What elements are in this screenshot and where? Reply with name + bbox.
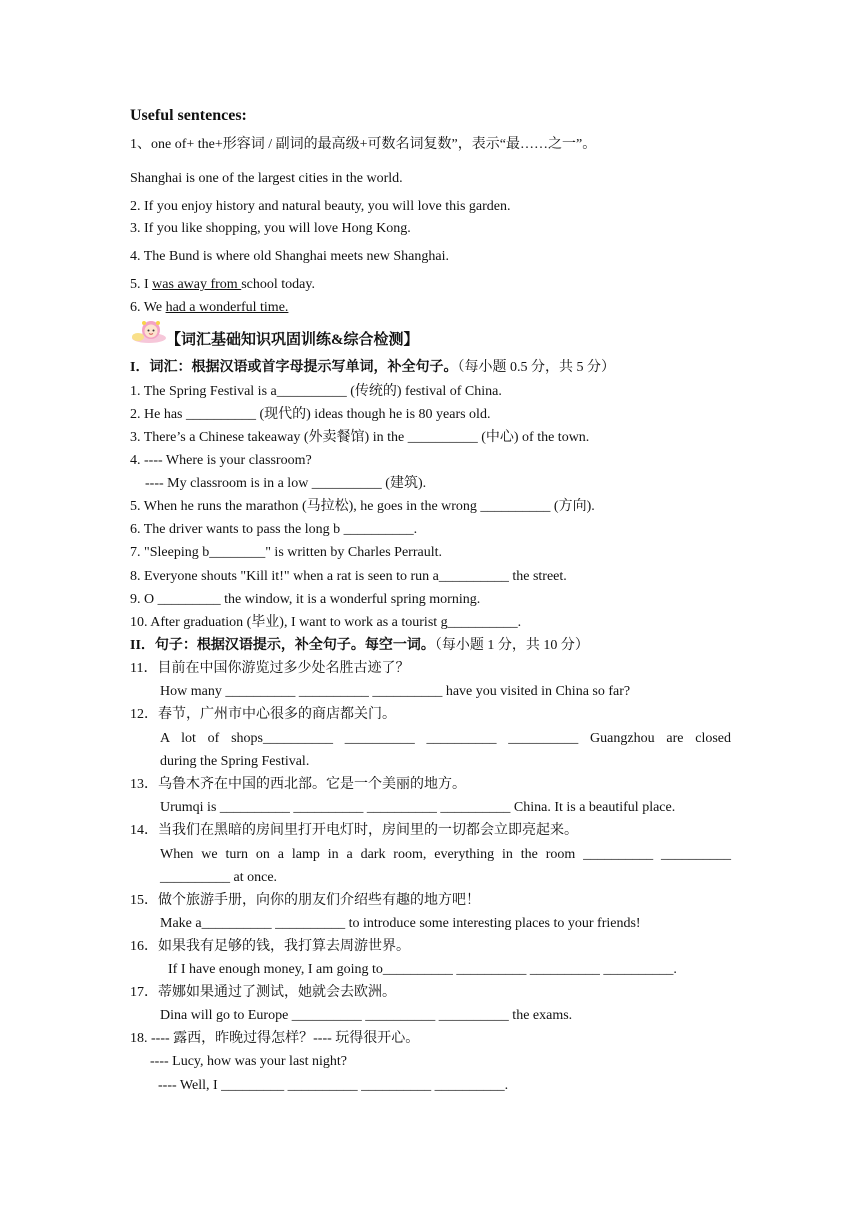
sentence-6-underlined: had a wonderful time.: [165, 300, 289, 315]
sentence-6-start: 6. We: [130, 300, 166, 315]
part-1-score: （每小题 0.5 分，共 5 分）: [457, 360, 615, 375]
sentence-5: [130, 276, 315, 294]
part-1-title: [130, 359, 615, 377]
question-12-chinese: 12．春节，广州市中心很多的商店都关门。: [130, 707, 396, 722]
vocab-item-9: 9. O _________ the window, it is a wonderful spring morning.: [130, 592, 481, 607]
section-banner: 【词汇基础知识巩固训练&综合检测】: [166, 332, 419, 348]
question-11-english: How many __________ __________ __________ have you visited in China so far?: [160, 684, 631, 699]
vocab-item-7: 7. "Sleeping b________" is written by Charles Perrault.: [130, 545, 442, 560]
question-17-chinese: 17．蒂娜如果通过了测试，她就会去欧洲。: [130, 985, 396, 1000]
sentence-2: 2. If you enjoy history and natural beauty, you will love this garden.: [130, 199, 511, 214]
sentence-4: 4. The Bund is where old Shanghai meets new Shanghai.: [130, 249, 449, 264]
vocab-item-6: 6. The driver wants to pass the long b __________.: [130, 522, 418, 537]
question-13-english: Urumqi is __________ __________ __________ __________ China. It is a beautiful place.: [160, 800, 676, 815]
question-16-english: If I have enough money, I am going to__________ __________ __________ __________.: [168, 962, 677, 977]
vocab-item-1: 1. The Spring Festival is a__________ (传统的) festival of China.: [130, 384, 502, 399]
question-14-chinese: 14．当我们在黑暗的房间里打开电灯时，房间里的一切都会立即亮起来。: [130, 823, 578, 838]
vocab-item-2: 2. He has __________ (现代的) ideas though he is 80 years old.: [130, 407, 491, 422]
sentence-6: [130, 299, 288, 317]
sentence-5-end: school today.: [241, 277, 315, 292]
vocab-item-10: 10. After graduation (毕业), I want to work as a tourist g__________.: [130, 615, 522, 630]
vocab-item-8: 8. Everyone shouts "Kill it!" when a rat is seen to run a__________ the street.: [130, 569, 567, 584]
question-14-english: When we turn on a lamp in a dark room, everything in the room __________ __________: [160, 847, 731, 862]
question-11-chinese: 11．目前在中国你游览过多少处名胜古迹了？: [130, 661, 410, 676]
sentence-5-start: 5. I: [130, 277, 153, 292]
part-2-title: [130, 637, 589, 655]
vocab-item-4-question: 4. ---- Where is your classroom?: [130, 453, 312, 468]
part-2-score: （每小题 1 分，共 10 分）: [434, 638, 589, 653]
part-2-title-text: II．句子：根据汉语提示，补全句子。每空一词。: [130, 638, 435, 653]
sentence-3: 3. If you like shopping, you will love Hong Kong.: [130, 221, 411, 236]
question-15-chinese: 15．做个旅游手册，向你的朋友们介绍些有趣的地方吧！: [130, 893, 480, 908]
question-12-english-cont: during the Spring Festival.: [160, 754, 310, 769]
vocab-item-5: 5. When he runs the marathon (马拉松), he goes in the wrong __________ (方向).: [130, 499, 595, 514]
question-16-chinese: 16．如果我有足够的钱，我打算去周游世界。: [130, 939, 410, 954]
sentence-5-underlined: was away from: [152, 277, 242, 292]
vocab-item-3: 3. There’s a Chinese takeaway (外卖餐馆) in the __________ (中心) of the town.: [130, 430, 590, 445]
useful-sentences-heading: Useful sentences:: [130, 107, 247, 124]
example-sentence: Shanghai is one of the largest cities in the world.: [130, 171, 403, 186]
question-18-dialogue-1: ---- Lucy, how was your last night?: [150, 1054, 347, 1069]
part-1-title-text: I．词汇：根据汉语或首字母提示写单词，补全句子。: [130, 360, 458, 375]
question-18-dialogue-2: ---- Well, I _________ __________ __________ __________.: [158, 1078, 509, 1093]
question-15-english: Make a__________ __________ to introduce some interesting places to your friends!: [160, 916, 641, 931]
vocab-item-4-answer: ---- My classroom is in a low __________ (建筑).: [145, 476, 427, 491]
question-12-english: A lot of shops__________ __________ __________ __________ Guangzhou are closed: [160, 731, 731, 746]
question-14-english-cont: __________ at once.: [160, 870, 278, 885]
question-13-chinese: 13．乌鲁木齐在中国的西北部。它是一个美丽的地方。: [130, 777, 466, 792]
grammar-rule: 1、one of+ the+形容词 / 副词的最高级+可数名词复数”，表示“最……之一”。: [130, 137, 597, 152]
question-17-english: Dina will go to Europe __________ __________ __________ the exams.: [160, 1008, 573, 1023]
cartoon-girl-icon: [131, 318, 167, 344]
question-18-chinese: 18. ---- 露西，昨晚过得怎样？---- 玩得很开心。: [130, 1031, 420, 1046]
